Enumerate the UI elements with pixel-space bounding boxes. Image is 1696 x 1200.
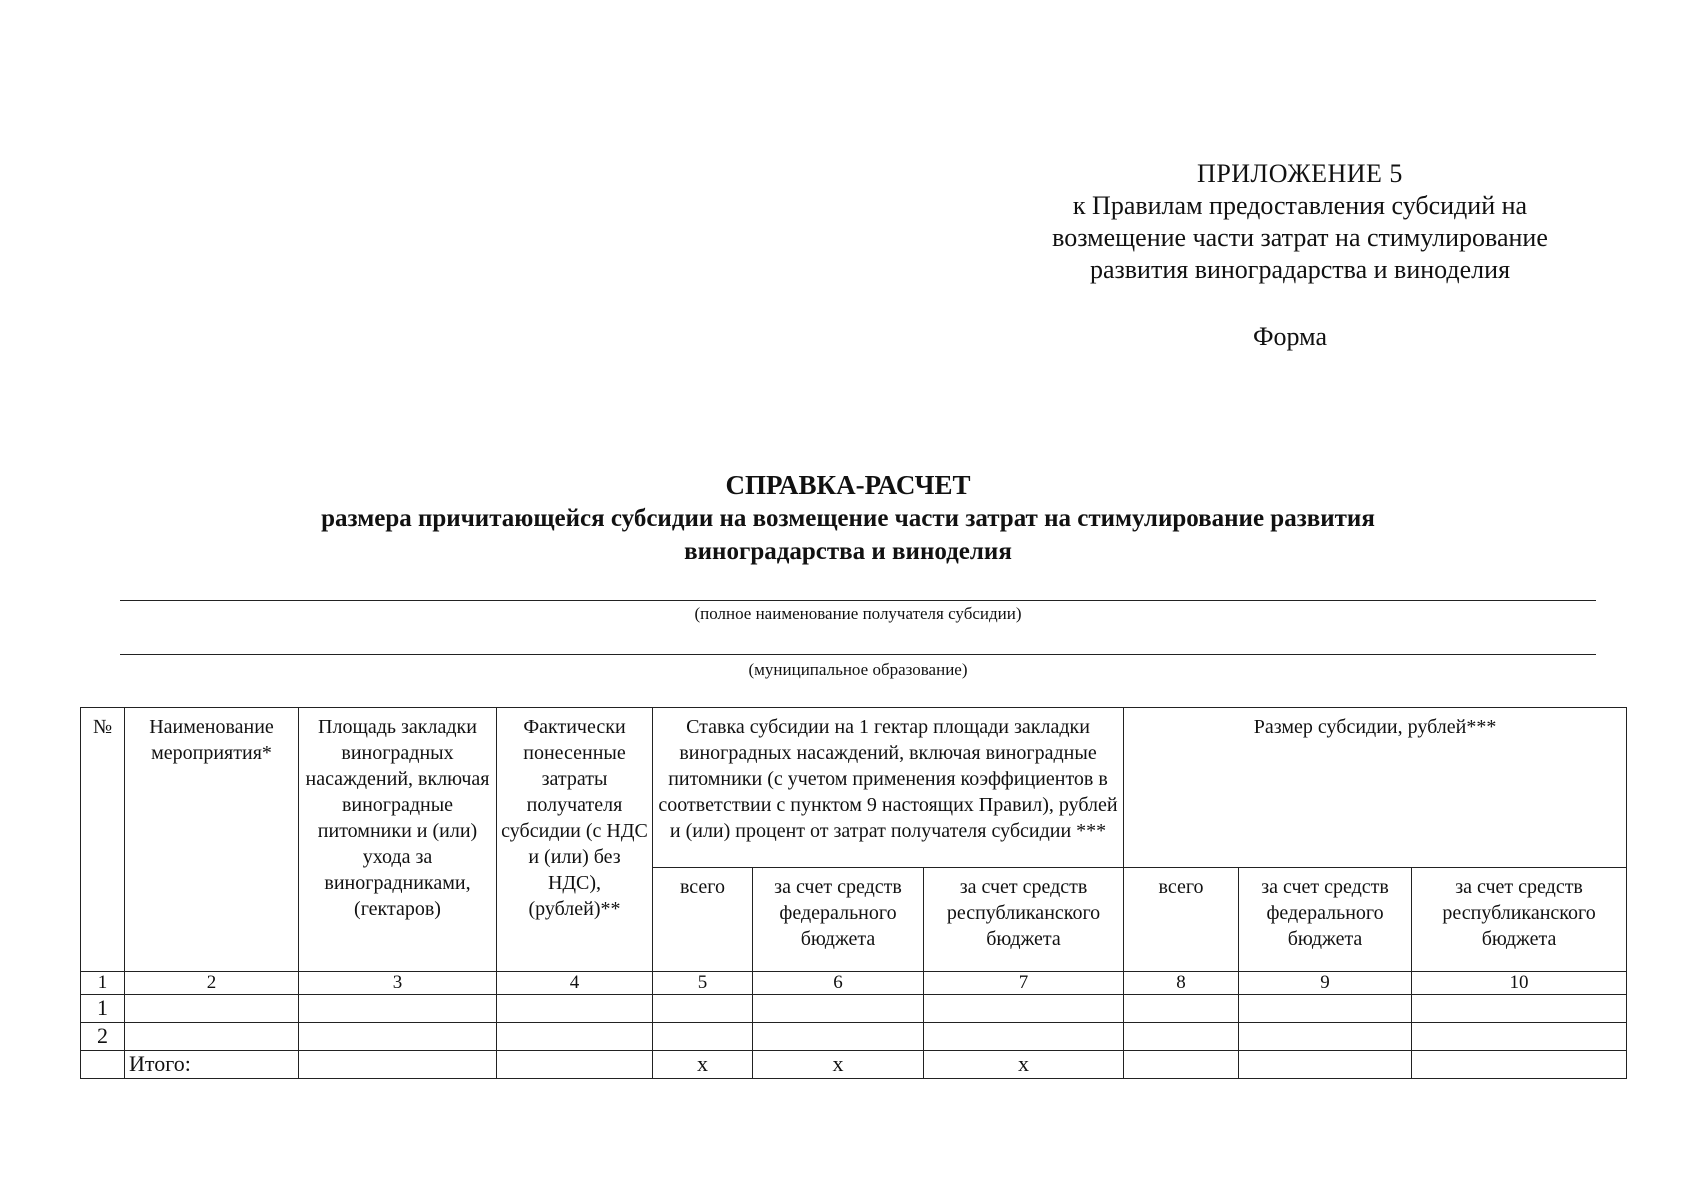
table-row: [81, 1023, 1627, 1051]
table-cell[interactable]: [1239, 995, 1412, 1023]
header-size-republic: за счет средств республиканского бюджета: [1412, 868, 1627, 972]
header-size-total: всего: [1124, 868, 1239, 972]
totals-num-cell: [81, 1051, 125, 1079]
column-number: 9: [1239, 972, 1412, 995]
header-rate-federal: за счет средств федерального бюджета: [753, 868, 924, 972]
totals-row: [81, 1051, 1627, 1079]
column-numbers-row: [81, 972, 1627, 995]
header-subsidy-size: Размер субсидии, рублей***: [1124, 708, 1627, 868]
table-cell[interactable]: [653, 995, 753, 1023]
table-cell[interactable]: [299, 995, 497, 1023]
appendix-line-3: развития виноградарства и виноделия: [1089, 255, 1511, 284]
document-title: СПРАВКА-РАСЧЕТ: [725, 470, 971, 500]
table-cell[interactable]: [753, 995, 924, 1023]
totals-cell-size-total[interactable]: [1124, 1051, 1239, 1079]
subsidy-calculation-table: [80, 707, 1627, 1079]
table-cell[interactable]: [753, 1023, 924, 1051]
column-number: 10: [1412, 972, 1627, 995]
column-number: 1: [81, 972, 125, 995]
header-num: №: [81, 708, 125, 972]
totals-cell-rate-republic: x: [924, 1051, 1124, 1079]
header-actual-costs: Фактически понесенные затраты получателя субсидии (с НДС и (или) без НДС), (рублей)**: [497, 708, 653, 972]
table-cell[interactable]: [1124, 1023, 1239, 1051]
header-event-name: Наименование мероприятия*: [125, 708, 299, 972]
table-cell[interactable]: [1412, 995, 1627, 1023]
totals-cell-costs[interactable]: [497, 1051, 653, 1079]
table-cell[interactable]: [924, 995, 1124, 1023]
table-cell[interactable]: [125, 995, 299, 1023]
table-cell[interactable]: [924, 1023, 1124, 1051]
table-cell[interactable]: [1412, 1023, 1627, 1051]
totals-label: Итого:: [125, 1051, 299, 1079]
recipient-name-hint: (полное наименование получателя субсидии): [694, 604, 1022, 623]
table-cell[interactable]: [497, 995, 653, 1023]
header-size-federal: за счет средств федерального бюджета: [1239, 868, 1412, 972]
column-number: 2: [125, 972, 299, 995]
header-area: Площадь закладки виноградных насаждений, включая виноградные питомники и (или) ухода за виноградниками, (гектаров): [299, 708, 497, 972]
header-rate-republic: за счет средств республиканского бюджета: [924, 868, 1124, 972]
totals-cell-size-federal[interactable]: [1239, 1051, 1412, 1079]
header-subsidy-rate: Ставка субсидии на 1 гектар площади закладки виноградных насаждений, включая виноградные питомники (с учетом применения коэффициентов в соответствии с пунктом 9 настоящих Правил), рублей и (или) процент от затрат получателя субсидии ***: [653, 708, 1124, 868]
appendix-line-1: к Правилам предоставления субсидий на: [1072, 191, 1528, 220]
column-number: 4: [497, 972, 653, 995]
document-subtitle-line-2: виноградарства и виноделия: [684, 538, 1012, 565]
totals-cell-rate-federal: x: [753, 1051, 924, 1079]
document-subtitle-line-1: размера причитающейся субсидии на возмещение части затрат на стимулирование развития: [321, 505, 1375, 532]
row-number: 1: [81, 995, 125, 1023]
column-number: 3: [299, 972, 497, 995]
municipality-line[interactable]: [120, 654, 1596, 655]
table-cell[interactable]: [125, 1023, 299, 1051]
appendix-line-2: возмещение части затрат на стимулирование: [1052, 223, 1548, 252]
totals-cell-rate-total: x: [653, 1051, 753, 1079]
row-number: 2: [81, 1023, 125, 1051]
appendix-title: ПРИЛОЖЕНИЕ 5: [1197, 159, 1403, 188]
table-cell[interactable]: [299, 1023, 497, 1051]
column-number: 6: [753, 972, 924, 995]
appendix-header: [1010, 158, 1590, 286]
table-cell[interactable]: [653, 1023, 753, 1051]
header-rate-total: всего: [653, 868, 753, 972]
table-cell[interactable]: [1124, 995, 1239, 1023]
column-number: 8: [1124, 972, 1239, 995]
table-cell[interactable]: [497, 1023, 653, 1051]
form-label: Форма: [1253, 322, 1327, 351]
totals-cell-area[interactable]: [299, 1051, 497, 1079]
column-number: 7: [924, 972, 1124, 995]
recipient-name-line[interactable]: [120, 600, 1596, 601]
municipality-hint: (муниципальное образование): [748, 660, 968, 679]
totals-cell-size-republic[interactable]: [1412, 1051, 1627, 1079]
column-number: 5: [653, 972, 753, 995]
table-cell[interactable]: [1239, 1023, 1412, 1051]
document-subtitle: [240, 502, 1456, 568]
table-row: [81, 995, 1627, 1023]
